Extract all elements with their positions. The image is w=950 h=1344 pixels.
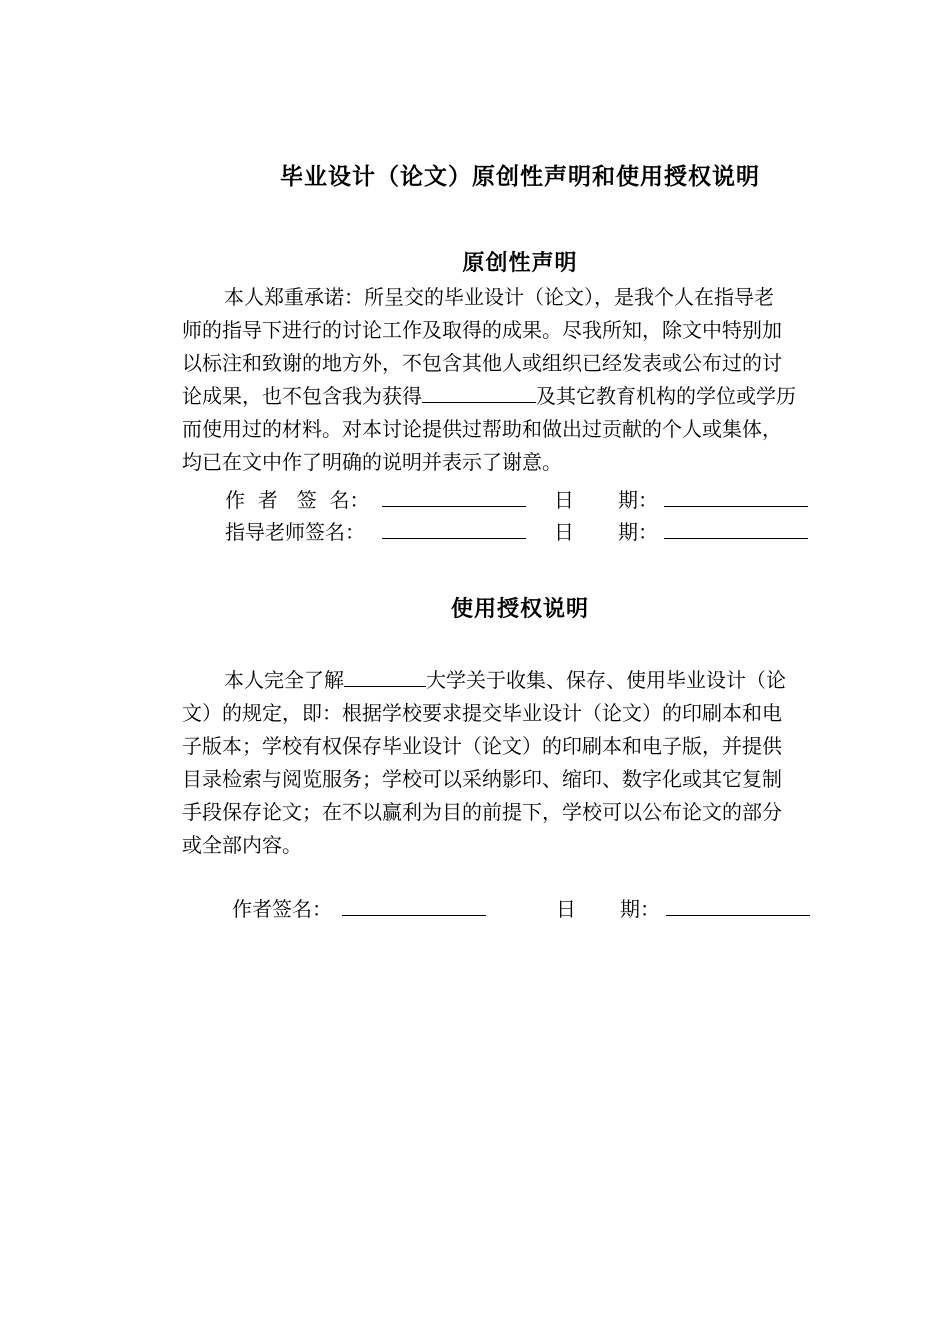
author-date-field[interactable] xyxy=(664,486,808,507)
paragraph-line: 而使用过的材料。对本讨论提供过帮助和做出过贡献的个人或集体， xyxy=(182,417,782,441)
advisor-date-field[interactable] xyxy=(664,518,808,539)
paragraph-text: 本人完全了解 xyxy=(224,668,344,692)
paragraph-text: 论成果，也不包含我为获得 xyxy=(182,384,422,408)
author-signature-row xyxy=(225,485,808,515)
authorization-signature-row xyxy=(232,894,810,924)
authorization-signature-field[interactable] xyxy=(342,895,486,916)
paragraph-line: 本人郑重承诺：所呈交的毕业设计（论文），是我个人在指导老 xyxy=(224,285,774,309)
author-sign-label: 作 者 签 名： xyxy=(225,488,370,512)
date-label-period: 期： xyxy=(620,897,660,921)
paragraph-line: 手段保存论文；在不以赢利为目的前提下，学校可以公布论文的部分 xyxy=(182,800,782,824)
date-label-period: 期： xyxy=(618,488,658,512)
paragraph-line xyxy=(182,380,862,413)
document-title: 毕业设计（论文）原创性声明和使用授权说明 xyxy=(280,164,760,190)
date-label-period: 期： xyxy=(618,520,658,544)
date-label-day: 日 xyxy=(554,520,574,544)
advisor-signature-field[interactable] xyxy=(382,518,526,539)
author-sign-label: 作者签名： xyxy=(232,897,332,921)
paragraph-text: 大学关于收集、保存、使用毕业设计（论 xyxy=(426,668,786,692)
paragraph-line: 文）的规定，即：根据学校要求提交毕业设计（论文）的印刷本和电 xyxy=(182,701,782,725)
date-label-day: 日 xyxy=(556,897,576,921)
authorization-title: 使用授权说明 xyxy=(450,597,589,622)
originality-title: 原创性声明 xyxy=(462,251,578,276)
university-blank-field[interactable] xyxy=(344,668,426,687)
paragraph-line: 师的指导下进行的讨论工作及取得的成果。尽我所知，除文中特别加 xyxy=(182,318,782,342)
originality-paragraph xyxy=(182,281,862,479)
authorization-paragraph xyxy=(182,664,862,862)
advisor-sign-label: 指导老师签名： xyxy=(225,520,365,544)
paragraph-line: 以标注和致谢的地方外，不包含其他人或组织已经发表或公布过的讨 xyxy=(182,351,782,375)
paragraph-text: 及其它教育机构的学位或学历 xyxy=(536,384,796,408)
author-signature-field[interactable] xyxy=(382,486,526,507)
paragraph-line: 目录检索与阅览服务；学校可以采纳影印、缩印、数字化或其它复制 xyxy=(182,767,782,791)
paragraph-line: 子版本；学校有权保存毕业设计（论文）的印刷本和电子版，并提供 xyxy=(182,734,782,758)
paragraph-line xyxy=(182,664,862,697)
degree-blank-field[interactable] xyxy=(422,384,536,403)
advisor-signature-row xyxy=(225,517,808,547)
paragraph-line: 或全部内容。 xyxy=(182,833,302,857)
authorization-date-field[interactable] xyxy=(666,895,810,916)
paragraph-line: 均已在文中作了明确的说明并表示了谢意。 xyxy=(182,450,562,474)
date-label-day: 日 xyxy=(554,488,574,512)
